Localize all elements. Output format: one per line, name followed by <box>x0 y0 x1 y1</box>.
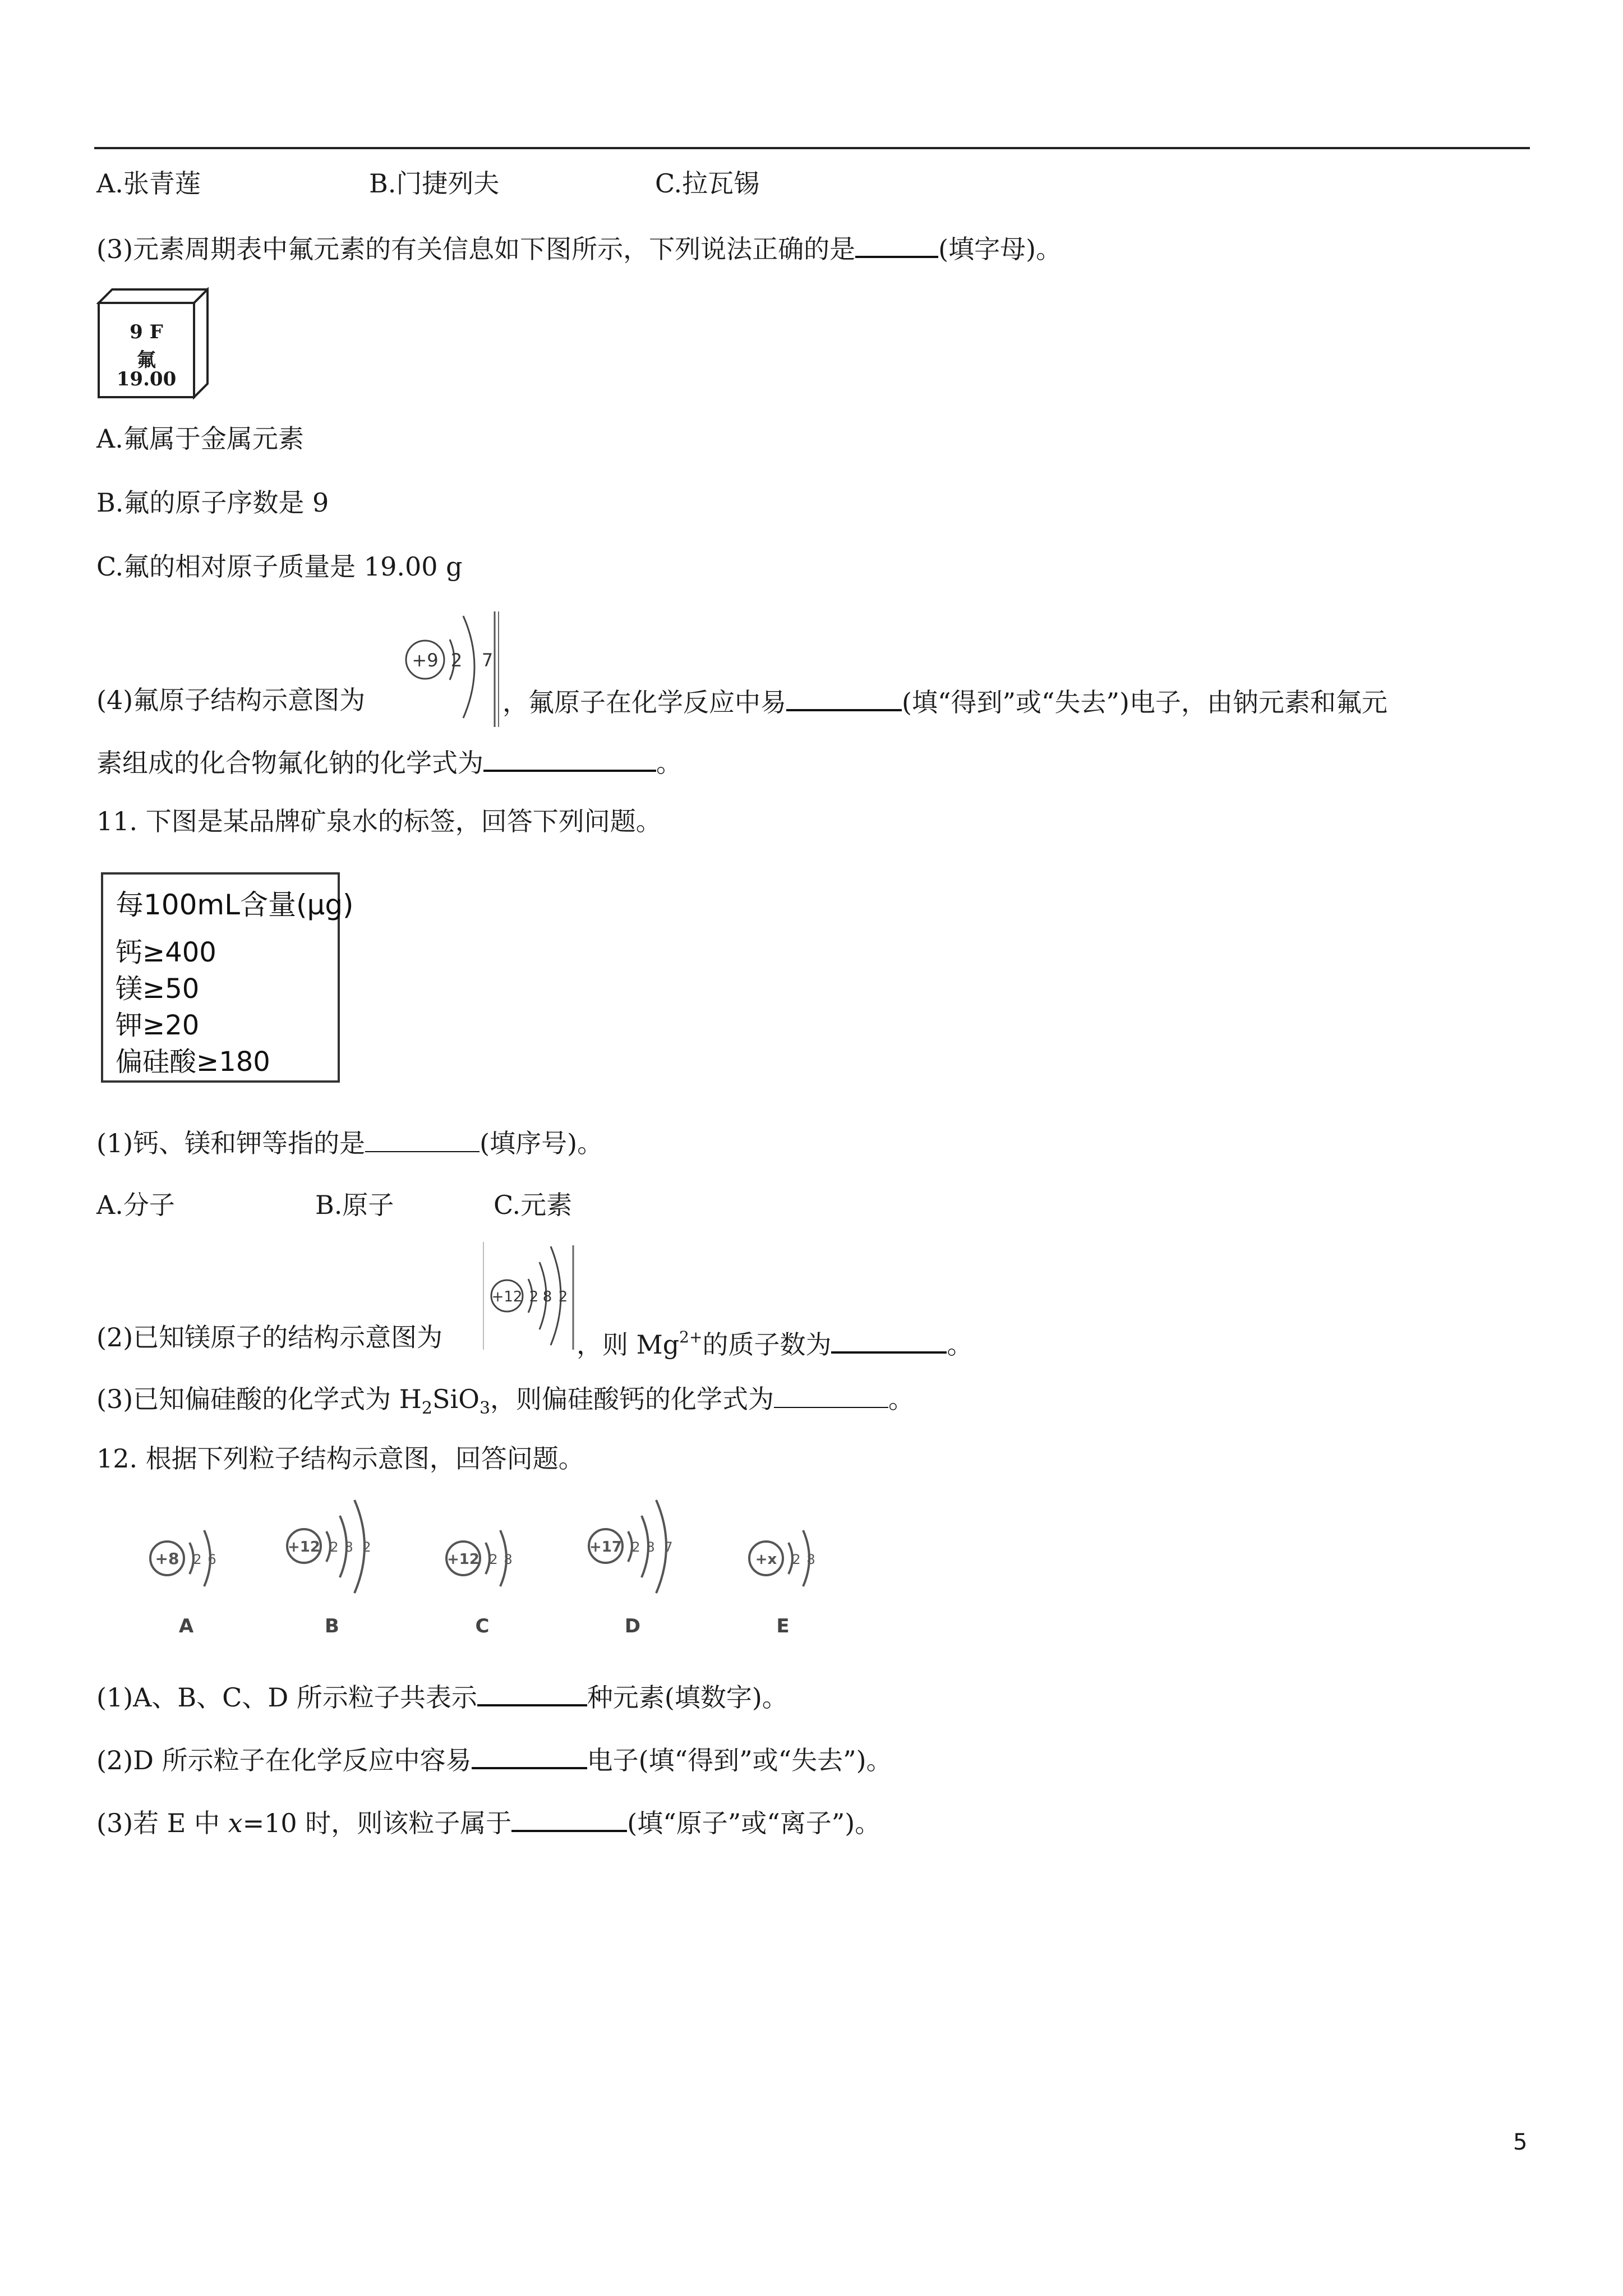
q12-p3-after: (填“原子”或“离子”)。 <box>627 1808 881 1838</box>
q11-p1-text: (1)钙、镁和钾等指的是 <box>96 1128 366 1158</box>
particle-c-shell-1: 2 <box>489 1552 498 1567</box>
particle-c-nucleus: +12 <box>447 1551 479 1568</box>
particle-a-letter: A <box>178 1615 194 1637</box>
particle-b-shell-1: 2 <box>330 1539 339 1555</box>
particle-e-letter: E <box>776 1615 790 1637</box>
q12-p1-text: (1)A、B、C、D 所示粒子共表示 <box>96 1682 477 1713</box>
q10-p4-blank-2[interactable] <box>483 744 656 772</box>
q11-p3-sub-2: 3 <box>479 1398 491 1418</box>
q12-p2-blank[interactable] <box>472 1741 587 1769</box>
q12-p2-text: (2)D 所示粒子在化学反应中容易 <box>96 1745 472 1775</box>
q11-p2-end: 。 <box>947 1329 973 1360</box>
q10-p3-blank[interactable] <box>855 230 938 258</box>
q11-option-c: C.元素 <box>494 1190 573 1220</box>
q11-p1-blank[interactable] <box>365 1125 479 1152</box>
q11-p3-text-a: (3)已知偏硅酸的化学式为 H <box>96 1384 422 1414</box>
q10-p4-line2 <box>96 744 682 780</box>
particle-a <box>150 1530 216 1637</box>
q11-p2-line <box>577 1320 972 1361</box>
q11-p2-blank[interactable] <box>831 1326 947 1354</box>
particle-b-nucleus: +12 <box>288 1539 320 1556</box>
particle-b <box>287 1500 371 1637</box>
q11-p3-line <box>96 1381 914 1425</box>
particle-d-shell-1: 2 <box>631 1539 640 1555</box>
particle-d <box>589 1500 673 1637</box>
particle-diagrams <box>135 1492 852 1672</box>
magnesium-nucleus-label: +12 <box>491 1289 523 1305</box>
q12-p1-line <box>96 1678 788 1714</box>
q12-p1-after: 种元素(填数字)。 <box>587 1682 788 1713</box>
q10-p3-text: (3)元素周期表中氟元素的有关信息如下图所示，下列说法正确的是 <box>96 234 856 264</box>
q12-p2-after: 电子(填“得到”或“失去”)。 <box>587 1745 892 1775</box>
q10-p3-after: (填字母)。 <box>938 234 1062 264</box>
particle-a-shell-2: 6 <box>208 1552 216 1567</box>
q10-option-c: C.拉瓦锡 <box>655 168 760 199</box>
fluorine-tile <box>96 287 209 399</box>
q11-option-b: B.原子 <box>315 1190 394 1220</box>
q11-p2-text-b: ，则 Mg <box>577 1329 680 1360</box>
q12-p3-blank[interactable] <box>511 1804 627 1832</box>
q10-p3-option-a: A.氟属于金属元素 <box>96 424 304 454</box>
particle-c-letter: C <box>475 1615 490 1637</box>
particle-e-nucleus: +x <box>755 1551 777 1568</box>
q11-p3-end: 。 <box>888 1384 915 1414</box>
particle-c <box>446 1530 513 1637</box>
fluorine-nucleus-label: +9 <box>412 650 439 671</box>
particle-e-shell-2: 8 <box>806 1552 815 1567</box>
particle-a-nucleus: +8 <box>155 1549 179 1568</box>
q11-p1-after: (填序号)。 <box>479 1128 603 1158</box>
q12-p3-line <box>96 1804 880 1840</box>
magnesium-shell-2-count: 8 <box>542 1289 552 1305</box>
magnesium-shell-3-count: 2 <box>558 1289 568 1305</box>
q12-p2-line <box>96 1741 892 1777</box>
fluorine-shell-2-count: 7 <box>481 650 494 671</box>
q11-p3-text-b: ，则偏硅酸钙的化学式为 <box>490 1384 774 1414</box>
particle-d-shell-2: 8 <box>646 1539 655 1555</box>
q11-p3-mid: SiO <box>432 1384 479 1414</box>
q12-stem: 12. 根据下列粒子结构示意图，回答问题。 <box>96 1443 584 1474</box>
q11-p3-blank[interactable] <box>774 1381 888 1408</box>
particle-d-nucleus: +17 <box>589 1539 622 1556</box>
label-row-metasilicic-acid: 偏硅酸≥180 <box>116 1046 270 1078</box>
label-row-calcium: 钙≥400 <box>116 937 216 968</box>
q12-p3-var: x <box>228 1808 243 1838</box>
particle-b-letter: B <box>325 1615 339 1637</box>
particle-b-shell-3: 2 <box>362 1539 371 1555</box>
fluorine-name: 氟 <box>137 349 156 371</box>
mineral-water-label <box>101 872 354 1083</box>
q11-p1-line <box>96 1125 603 1160</box>
label-row-magnesium: 镁≥50 <box>116 973 200 1005</box>
q12-p3-text-b: =10 时，则该粒子属于 <box>242 1808 512 1838</box>
q10-p4-line2-end: 。 <box>656 748 682 778</box>
q10-p3-option-c: C.氟的相对原子质量是 19.00 g <box>96 551 463 582</box>
particle-b-shell-2: 8 <box>344 1539 353 1555</box>
particle-d-shell-3: 7 <box>664 1539 673 1555</box>
q10-p4-line1 <box>502 683 1387 719</box>
fluorine-shell-2 <box>463 616 474 718</box>
q11-p3-sub-1: 2 <box>421 1398 432 1418</box>
page-number: 5 <box>1513 2129 1528 2155</box>
q12-p1-blank[interactable] <box>477 1678 587 1706</box>
q10-option-a: A.张青莲 <box>96 168 201 199</box>
q10-p4-text-b: ，氟原子在化学反应中易 <box>502 687 786 717</box>
fluorine-shell-1-count: 2 <box>450 650 463 671</box>
mg-charge: 2+ <box>679 1328 703 1346</box>
particle-c-shell-2: 8 <box>504 1552 513 1567</box>
header-rule <box>94 147 1530 149</box>
q10-option-b: B.门捷列夫 <box>369 168 500 199</box>
q11-stem: 11. 下图是某品牌矿泉水的标签，回答下列问题。 <box>96 806 662 836</box>
q12-p3-text-a: (3)若 E 中 <box>96 1808 228 1838</box>
q10-p3-option-b: B.氟的原子序数是 9 <box>96 487 329 518</box>
particle-e <box>749 1530 815 1637</box>
q10-p4-blank-1[interactable] <box>786 683 902 711</box>
particle-a-shell-1: 2 <box>193 1552 202 1567</box>
q11-p2-text-c: 的质子数为 <box>702 1329 832 1360</box>
q10-p4-text-a: (4)氟原子结构示意图为 <box>96 685 366 715</box>
fluorine-mass: 19.00 <box>116 368 177 390</box>
particle-d-letter: D <box>624 1615 641 1637</box>
q10-p3-line <box>96 230 1062 266</box>
q11-option-a: A.分子 <box>96 1190 175 1220</box>
label-row-potassium: 钾≥20 <box>116 1010 200 1041</box>
q10-p4-line2-text: 素组成的化合物氟化钠的化学式为 <box>96 748 483 778</box>
fluorine-atom-diagram <box>396 605 502 734</box>
particle-e-shell-1: 2 <box>792 1552 801 1567</box>
fluorine-number-symbol: 9 F <box>130 321 163 343</box>
magnesium-atom-diagram <box>481 1240 577 1352</box>
label-title: 每100mL含量(μg) <box>116 889 354 921</box>
magnesium-shell-1-count: 2 <box>529 1289 539 1305</box>
q10-p4-text-c: (填“得到”或“失去”)电子，由钠元素和氟元 <box>902 687 1387 717</box>
q11-p2-text-a: (2)已知镁原子的结构示意图为 <box>96 1322 443 1352</box>
